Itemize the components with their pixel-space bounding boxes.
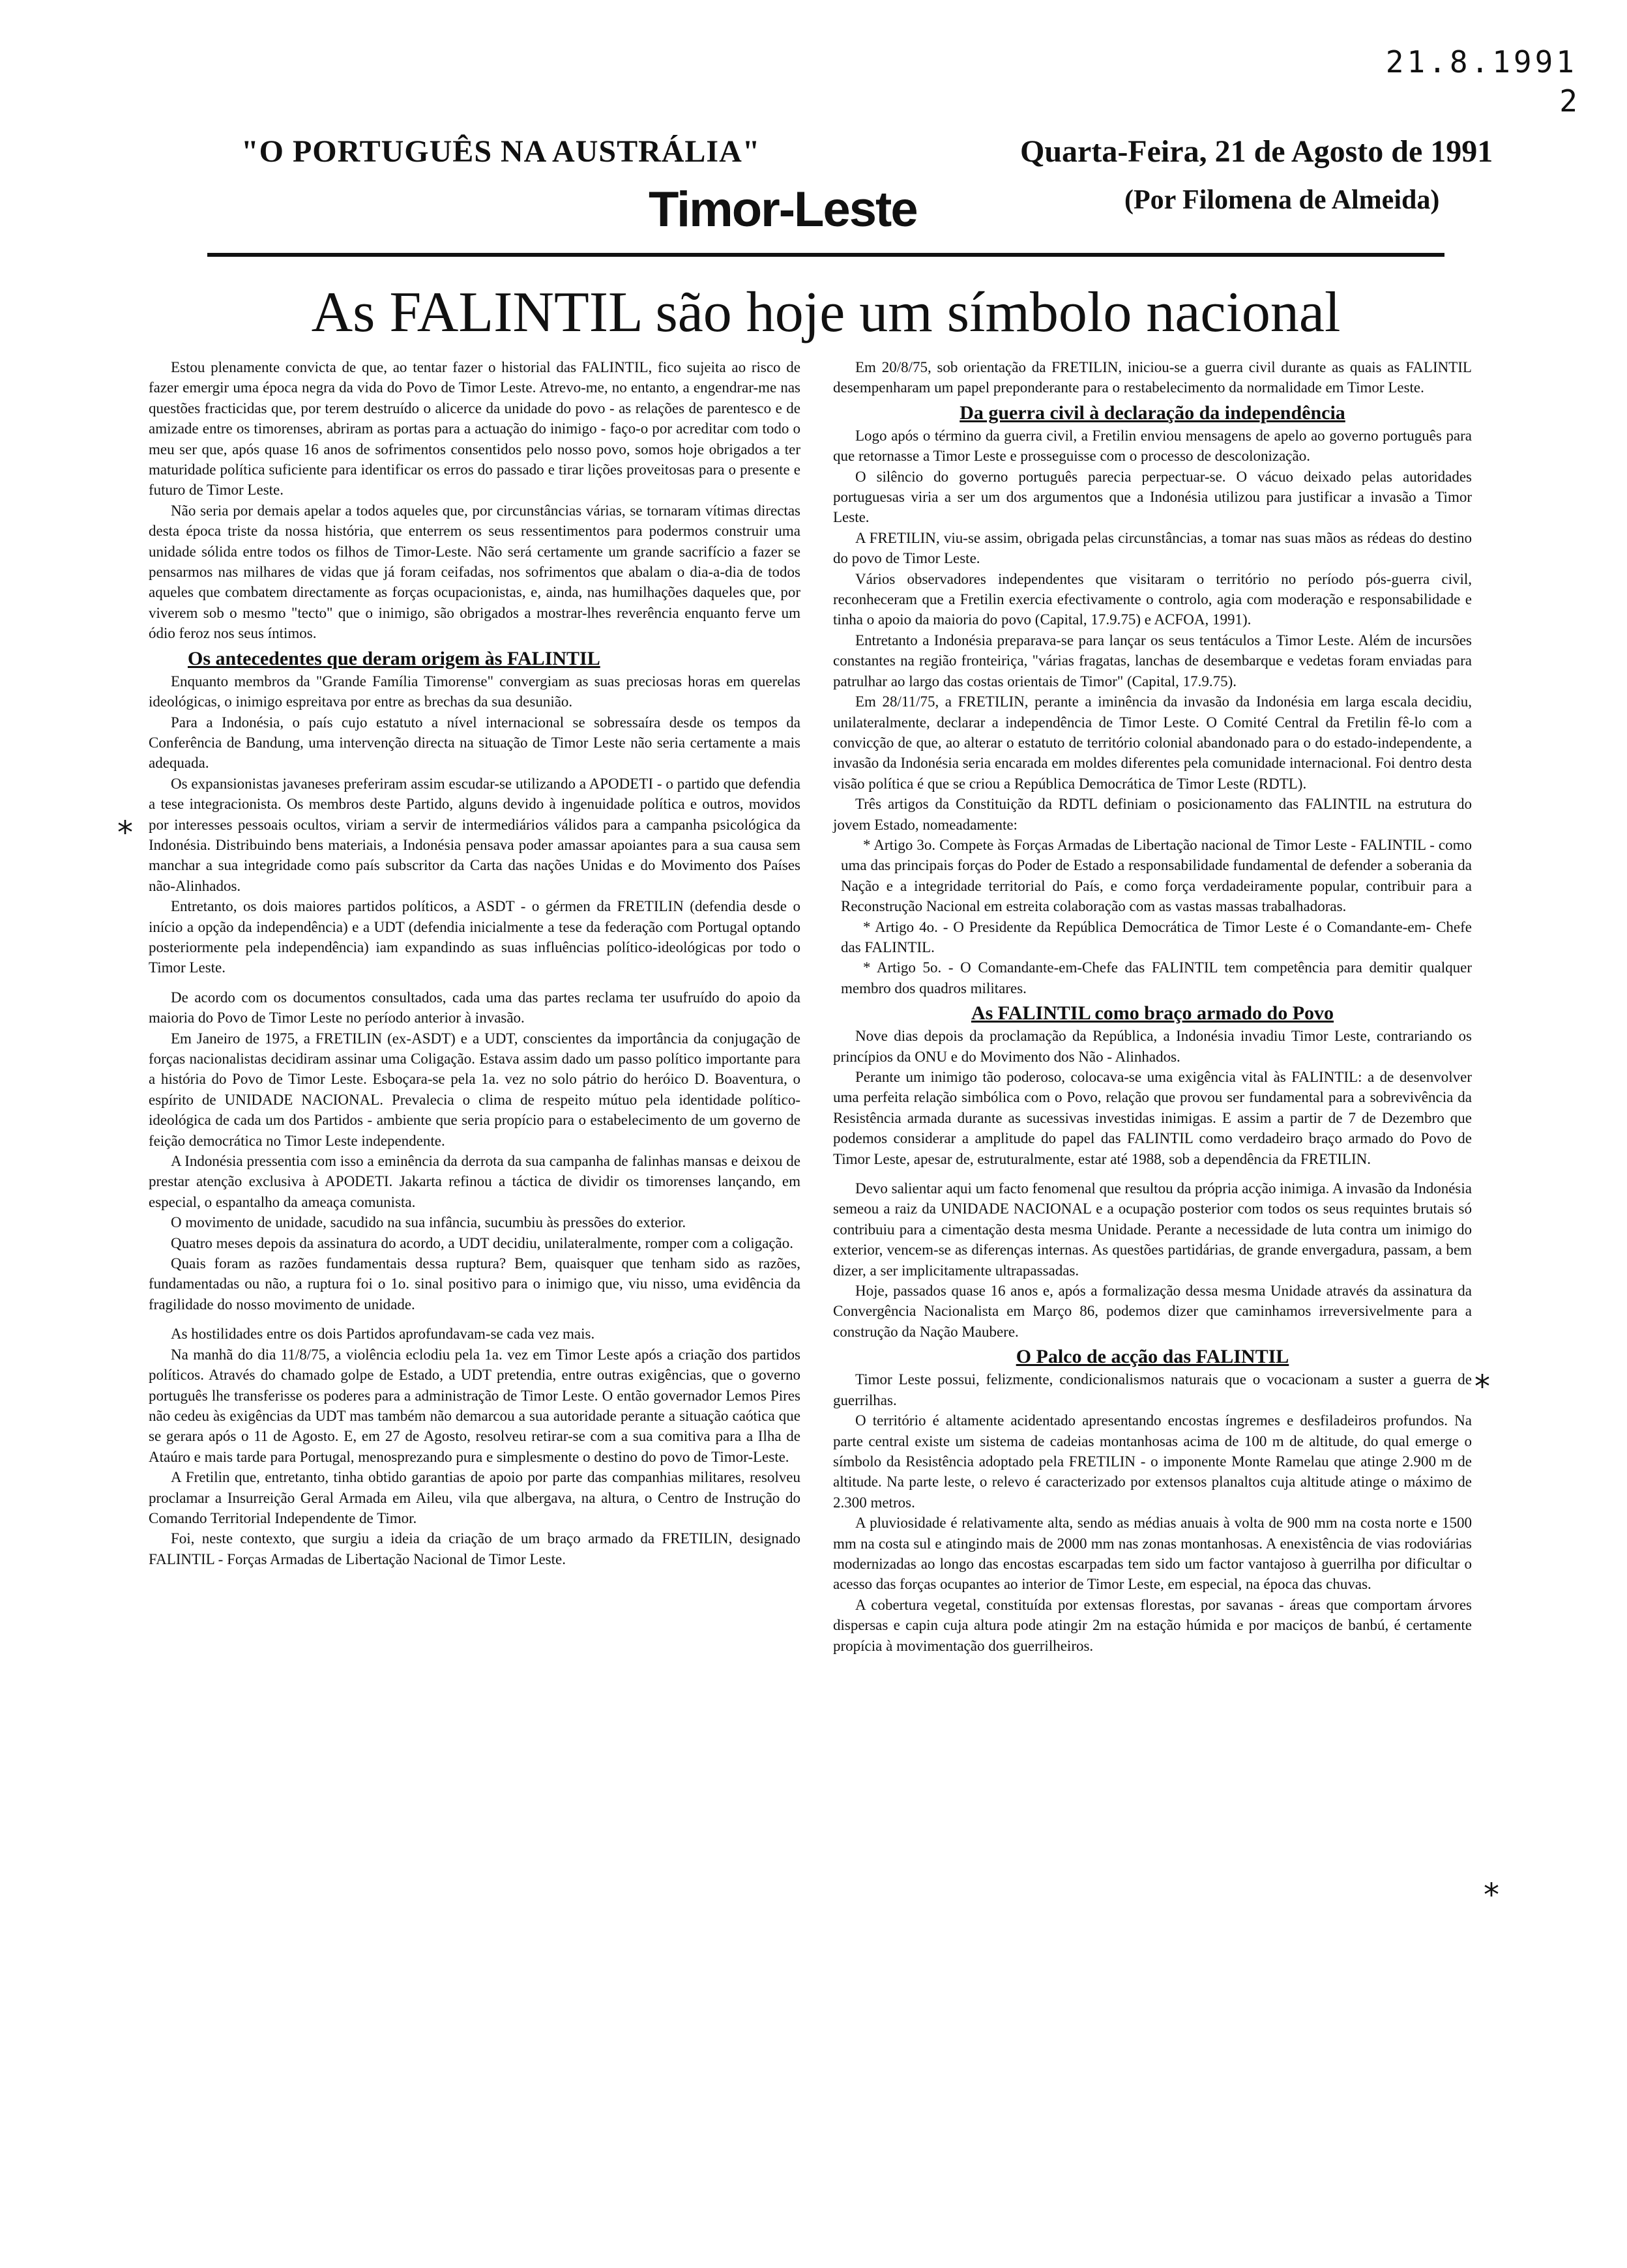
article-headline: As FALINTIL são hoje um símbolo nacional	[311, 281, 1341, 344]
paragraph: As hostilidades entre os dois Partidos aprofundavam-se cada vez mais.	[171, 1326, 595, 1343]
paragraph: Nove dias depois da proclamação da República, a Indonésia invadiu Timor Leste, contrariando os princípios da ONU e do Movimento dos Não - Alinhados.	[833, 1028, 1472, 1065]
issue-date: Quarta-Feira, 21 de Agosto de 1991	[1020, 134, 1493, 169]
paragraph: Para a Indonésia, o país cujo estatuto a nível internacional se sobressaíra desde os tempos da Conferência de Bandung, uma intervenção directa na situação de Timor Leste não seria certamente a mais adequada.	[149, 714, 800, 772]
section-masthead: Timor-Leste	[649, 182, 917, 237]
paragraph: A FRETILIN, viu-se assim, obrigada pelas circunstâncias, a tomar nas suas mãos as rédeas do destino do povo de Timor Leste.	[833, 529, 1472, 567]
constitution-article: * Artigo 3o. Compete às Forças Armadas de Libertação nacional de Timor Leste - FALINTIL - como uma das principais forças do Poder de Estado a responsabilidade fundamental de defender a soberania da Nação e a integridade territorial do País, e como força verdadeiramente popular, contribuir para a Reconstrução Nacional em estreita colaboração com as vastas massas trabalhadoras.	[841, 836, 1472, 915]
byline: (Por Filomena de Almeida)	[1124, 185, 1440, 215]
paragraph: Timor Leste possui, felizmente, condicionalismos naturais que o vocacionam a suster a guerra de guerrilhas.	[833, 1371, 1472, 1408]
paragraph: Três artigos da Constituição da RDTL definiam o posicionamento das FALINTIL na estrutura do jovem Estado, nomeadamente:	[833, 796, 1472, 833]
header-rule	[207, 253, 1444, 257]
section-heading: As FALINTIL como braço armado do Povo	[971, 1002, 1334, 1025]
archive-page-number: 2	[1559, 83, 1577, 119]
archive-date: 21.8.1991	[1385, 44, 1577, 80]
paragraph: Hoje, passados quase 16 anos e, após a formalização dessa mesma Unidade através da assinatura da Convergência Nacionalista em Março 86, podemos dizer que caminhamos irreversivelmente para a construção da Nação Maubere.	[833, 1283, 1472, 1340]
paragraph: Em 28/11/75, a FRETILIN, perante a iminência da invasão da Indonésia em larga escala decidiu, unilateralmente, declarar a independência de Timor Leste. O Comité Central da Fretilin fê-lo com a convicção de que, ao alterar o estatuto de território colonial abandonado para o do estado-independente, a invasão da Indonésia seria encarada em moldes diferentes pela comunidade internacional. Foi dentro desta visão política é que se criou a República Democrática de Timor Leste (RDTL).	[833, 693, 1472, 792]
paragraph: A cobertura vegetal, constituída por extensas florestas, por savanas - áreas que comportam árvores dispersas e capin cuja altura pode atingir 2m na estação húmida e por maciços de banbú, é certamente propícia à movimentação dos guerrilheiros.	[833, 1596, 1472, 1654]
paragraph: Logo após o término da guerra civil, a Fretilin enviou mensagens de apelo ao governo português para que retornasse a Timor Leste e prosseguisse com o processo de descolonização.	[833, 427, 1472, 465]
paragraph: Vários observadores independentes que visitaram o território no período pós-guerra civil, reconheceram que a Fretilin exercia efectivamente o controlo, agia com moderação e responsabilidade e tinha o apoio da maioria do povo (Capital, 17.9.75) e ACFOA, 1991).	[833, 570, 1472, 628]
constitution-article: * Artigo 5o. - O Comandante-em-Chefe das FALINTIL tem competência para demitir qualquer membro dos quadros militares.	[841, 959, 1472, 996]
paragraph: Foi, neste contexto, que surgiu a ideia da criação de um braço armado da FRETILIN, designado FALINTIL - Forças Armadas de Libertação Nacional de Timor Leste.	[149, 1530, 800, 1567]
right-column	[833, 357, 1472, 1656]
paragraph: A pluviosidade é relativamente alta, sendo as médias anuais à volta de 900 mm na costa norte e 1500 mm na costa sul e atingindo mais de 2000 mm nas zonas montanhosas. A enexistência de vias rodoviárias modernizadas ao longo das encostas escarpadas tem sido um factor vantajoso à guerrilha por dificultar o acesso das forças ocupantes ao interior de Timor Leste, em especial, na época das chuvas.	[833, 1515, 1472, 1593]
newspaper-name: "O PORTUGUÊS NA AUSTRÁLIA"	[241, 134, 761, 169]
paragraph: O silêncio do governo português parecia perpectuar-se. O vácuo deixado pelas autoridades portuguesas viria a ser um dos argumentos que a Indonésia utilizou para justificar a invasão a Timor Leste.	[833, 468, 1472, 526]
paragraph: Os expansionistas javaneses preferiram assim escudar-se utilizando a APODETI - o partido que defendia a tese integracionista. Os membros deste Partido, alguns devido à ingenuidade política e outros, movidos por interesses pessoais ocultos, viriam a servir de intermediários válidos para a campanha psicológica da Indonésia. Distribuindo bens materiais, a Indonésia pensava poder amassar apoiantes para a sua causa sem manchar a sua integridade como país subscritor da Carta das nações Unidas e do Movimento dos Países não-Alinhados.	[149, 775, 800, 894]
paragraph: Quatro meses depois da assinatura do acordo, a UDT decidiu, unilateralmente, romper com a coligação.	[171, 1234, 794, 1251]
paragraph: Entretanto a Indonésia preparava-se para lançar os seus tentáculos a Timor Leste. Além de incursões constantes na região fronteiriça, "várias fragatas, lanchas de desembarque e vedetas foram enviadas para patrulhar ao largo das costas orientais de Timor" (Capital, 17.9.75).	[833, 632, 1472, 690]
paragraph: Não seria por demais apelar a todos aqueles que, por circunstâncias várias, se tornaram vítimas directas desta época triste da nossa história, que enterrem os seus ressentimentos para podermos construir uma unidade sólida entre todos os filhos de Timor-Leste. Não será certamente um grande sacrifício a fazer se pensarmos nas milhares de vidas que já foram ceifadas, nos sofrimentos que abalam o dia-a-dia de todos aqueles que combatem directamente as forças ocupacionistas, e, ainda, nas humilhações daqueles que, por viverem sob o mesmo "tecto" que o inimigo, são obrigados a mostrar-lhes reverência enquanto ferve um ódio feroz nos seus íntimos.	[149, 502, 800, 642]
paragraph: Quais foram as razões fundamentais dessa ruptura? Bem, quaisquer que tenham sido as razões, fundamentadas ou não, a ruptura foi o 1o. sinal positivo para o inimigo que, viu nisso, uma evidência da fragilidade do nosso movimento de unidade.	[149, 1255, 800, 1313]
margin-asterisk: *	[1484, 1877, 1499, 1913]
margin-asterisk: *	[117, 815, 133, 851]
constitution-article: * Artigo 4o. - O Presidente da República Democrática de Timor Leste é o Comandante-em- Chefe das FALINTIL.	[841, 918, 1472, 955]
paragraph: O território é altamente acidentado apresentando encostas íngremes e desfiladeiros profundos. Na parte central existe um sistema de cadeias montanhosas acima de 100 m de altitude, do qual emerge o símbolo da Resistência adoptado pela FRETILIN - o imponente Monte Ramelau que atinge 2.900 m de altitude. Na parte leste, o relevo é caracterizado por extensos planaltos cuja altitude atinge o máximo de 2.300 metros.	[833, 1412, 1472, 1511]
left-column	[149, 357, 800, 1569]
paragraph: De acordo com os documentos consultados, cada uma das partes reclama ter usufruído do apoio da maioria do Povo de Timor Leste no período anterior à invasão.	[149, 989, 800, 1026]
paragraph: Estou plenamente convicta de que, ao tentar fazer o historial das FALINTIL, fico sujeita ao risco de fazer emergir uma época negra da vida do Povo de Timor Leste. Atrevo-me, no entanto, a engendrar-me nas questões fracticidas que, por terem destruído o alicerce da unidade do povo - as relações de parentesco e de amizade entre os timorenses, abriram as portas para a actuação do inimigo - faço-o por acreditar com todo o meu ser que, após quase 16 anos de sofrimentos consentidos pelo nosso povo, somos hoje obrigados a ter maturidade política suficiente para identificar os erros do passado e tirar lições proveitosas para o presente e futuro de Timor Leste.	[149, 359, 800, 499]
section-heading: Os antecedentes que deram origem às FALINTIL	[188, 647, 600, 669]
paragraph: A Fretilin que, entretanto, tinha obtido garantias de apoio por parte das companhias militares, resolveu proclamar a Insurreição Geral Armada em Aileu, vila que albergava, na altura, o Centro de Instrução do Comando Territorial Independente de Timor.	[149, 1469, 800, 1526]
paragraph: A Indonésia pressentia com isso a eminência da derrota da sua campanha de falinhas mansas e deixou de prestar atenção exclusiva à APODETI. Jakarta refinou a táctica de dividir os timorenses lançando, em especial, o espantalho da ameaça comunista.	[149, 1153, 800, 1210]
paragraph: Na manhã do dia 11/8/75, a violência eclodiu pela 1a. vez em Timor Leste após a criação dos partidos políticos. Através do chamado golpe de Estado, a UDT pretendia, entre outras exigências, que o governo português lhe transferisse os poderes para a administração de Timor Leste. O então governador Lemos Pires não cedeu às exigências da UDT mas também não demarcou a sua autoridade perante a situação caótica que se gerara após o 11 de Agosto. E, em 27 de Agosto, resolveu retirar-se com a sua comitiva para a Ilha de Ataúro e mais tarde para Portugal, menosprezando pura e simplesmente o destino do povo de Timor-Leste.	[149, 1346, 800, 1465]
paragraph: O movimento de unidade, sacudido na sua infância, sucumbiu às pressões do exterior.	[171, 1214, 686, 1231]
margin-asterisk: *	[1474, 1369, 1490, 1405]
section-heading: O Palco de acção das FALINTIL	[1016, 1346, 1289, 1368]
paragraph: Entretanto, os dois maiores partidos políticos, a ASDT - o gérmen da FRETILIN (defendia desde o início a opção da independência) e a UDT (defendia inicialmente a tese da federação com Portugal optando posteriormente pela independência) iam expandindo as suas influências político-ideológicas por todo o Timor Leste.	[149, 898, 800, 976]
paragraph: Em Janeiro de 1975, a FRETILIN (ex-ASDT) e a UDT, conscientes da importância da conjugação de forças nacionalistas decidiram assinar uma Coligação. Estava assim dado um passo político importante para a história do Povo de Timor Leste. Esboçara-se pela 1a. vez no solo pátrio do heróico D. Boaventura, o espírito de UNIDADE NACIONAL. Prevalecia o clima de respeito mútuo pela identidade político-ideológica de cada um dos Partidos - ambiente que seria propício para o estabelecimento de um governo de feição democrática no Timor Leste independente.	[149, 1030, 800, 1149]
section-heading: Da guerra civil à declaração da independência	[960, 401, 1345, 424]
paragraph: Devo salientar aqui um facto fenomenal que resultou da própria acção inimiga. A invasão da Indonésia semeou a raiz da UNIDADE NACIONAL e a ocupação posterior com todos os seus requintes brutais só contribuiu para a cimentação desta mesma Unidade. Perante a necessidade de luta contra um inimigo do exterior, vencem-se as diferenças internas. As questões partidárias, de grande envergadura, passam, a bem dizer, a ser implicitamente ultrapassadas.	[833, 1180, 1472, 1279]
paragraph: Em 20/8/75, sob orientação da FRETILIN, iniciou-se a guerra civil durante as quais as FALINTIL desempenharam um papel preponderante para o restabelecimento da normalidade em Timor Leste.	[833, 359, 1472, 396]
paragraph: Perante um inimigo tão poderoso, colocava-se uma exigência vital às FALINTIL: a de desenvolver uma perfeita relação simbólica com o Povo, relação que provou ser fundamental para a sobrevivência da Resistência armada durante as sucessivas investidas inimigas. E assim a partir de 7 de Dezembro que podemos considerar a amplitude do papel das FALINTIL como verdadeiro braço armado do Povo de Timor Leste, apesar de, estruturalmente, estar até 1988, sob a dependência da FRETILIN.	[833, 1069, 1472, 1167]
paragraph: Enquanto membros da "Grande Família Timorense" convergiam as suas preciosas horas em querelas ideológicas, o inimigo espreitava por entre as brechas da sua desunião.	[149, 673, 800, 710]
